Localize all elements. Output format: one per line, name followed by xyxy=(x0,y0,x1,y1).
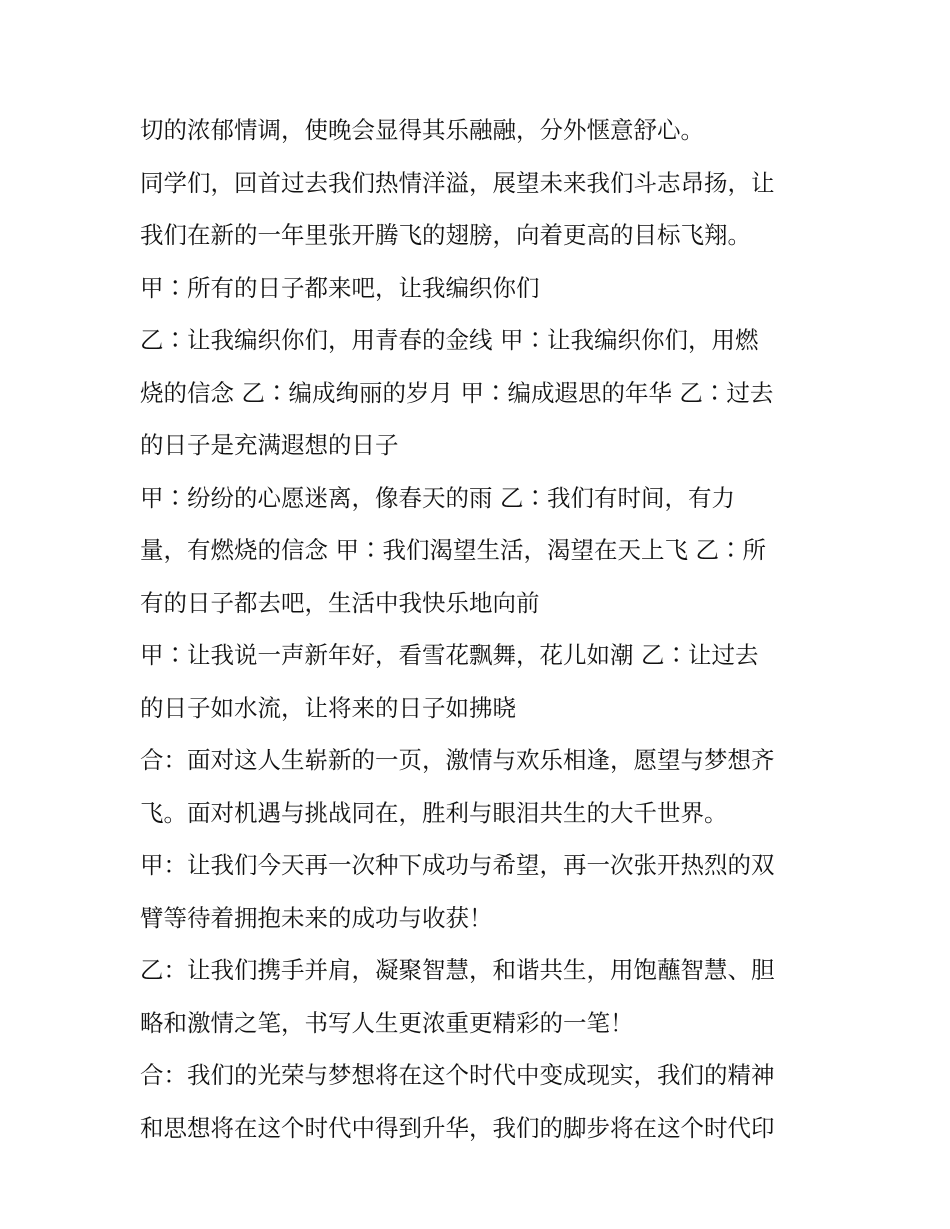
text-line: 合：面对这人生崭新的一页，激情与欢乐相逢，愿望与梦想齐 xyxy=(140,746,775,774)
text-line: 和思想将在这个时代中得到升华，我们的脚步将在这个时代印 xyxy=(140,1113,775,1142)
text-line: 量，有燃烧的信念 甲∶我们渴望生活，渴望在天上飞 乙∶所 xyxy=(140,536,766,564)
text-line: 同学们，回首过去我们热情洋溢，展望未来我们斗志昂扬，让 xyxy=(140,168,775,197)
text-line: 我们在新的一年里张开腾飞的翅膀，向着更高的目标飞翔。 xyxy=(140,221,751,249)
text-line: 乙：让我们携手并肩，凝聚智慧，和谐共生，用饱蘸智慧、胆 xyxy=(140,956,775,984)
text-line: 烧的信念 乙∶编成绚丽的岁月 甲∶编成遐思的年华 乙∶过去 xyxy=(140,378,774,407)
text-line: 有的日子都去吧，生活中我快乐地向前 xyxy=(140,588,540,617)
document-body xyxy=(140,104,820,1154)
text-line: 飞。面对机遇与挑战同在，胜利与眼泪共生的大千世界。 xyxy=(140,798,728,827)
text-line: 甲∶所有的日子都来吧，让我编织你们 xyxy=(140,273,540,302)
text-line: 合：我们的光荣与梦想将在这个时代中变成现实，我们的精神 xyxy=(140,1061,775,1089)
text-line: 乙∶让我编织你们，用青春的金线 甲∶让我编织你们，用燃 xyxy=(140,326,759,354)
text-line: 臂等待着拥抱未来的成功与收获！ xyxy=(140,903,493,932)
text-line: 略和激情之笔，书写人生更浓重更精彩的一笔！ xyxy=(140,1008,634,1037)
text-line: 甲∶纷纷的心愿迷离，像春天的雨 乙∶我们有时间，有力 xyxy=(140,483,735,512)
text-line: 切的浓郁情调，使晚会显得其乐融融，分外惬意舒心。 xyxy=(140,116,704,144)
text-line: 的日子如水流，让将来的日子如拂晓 xyxy=(140,693,516,722)
text-line: 的日子是充满遐想的日子 xyxy=(140,431,399,459)
text-line: 甲：让我们今天再一次种下成功与希望，再一次张开热烈的双 xyxy=(140,851,775,879)
text-line: 甲∶让我说一声新年好，看雪花飘舞，花儿如潮 乙∶让过去 xyxy=(140,641,759,669)
